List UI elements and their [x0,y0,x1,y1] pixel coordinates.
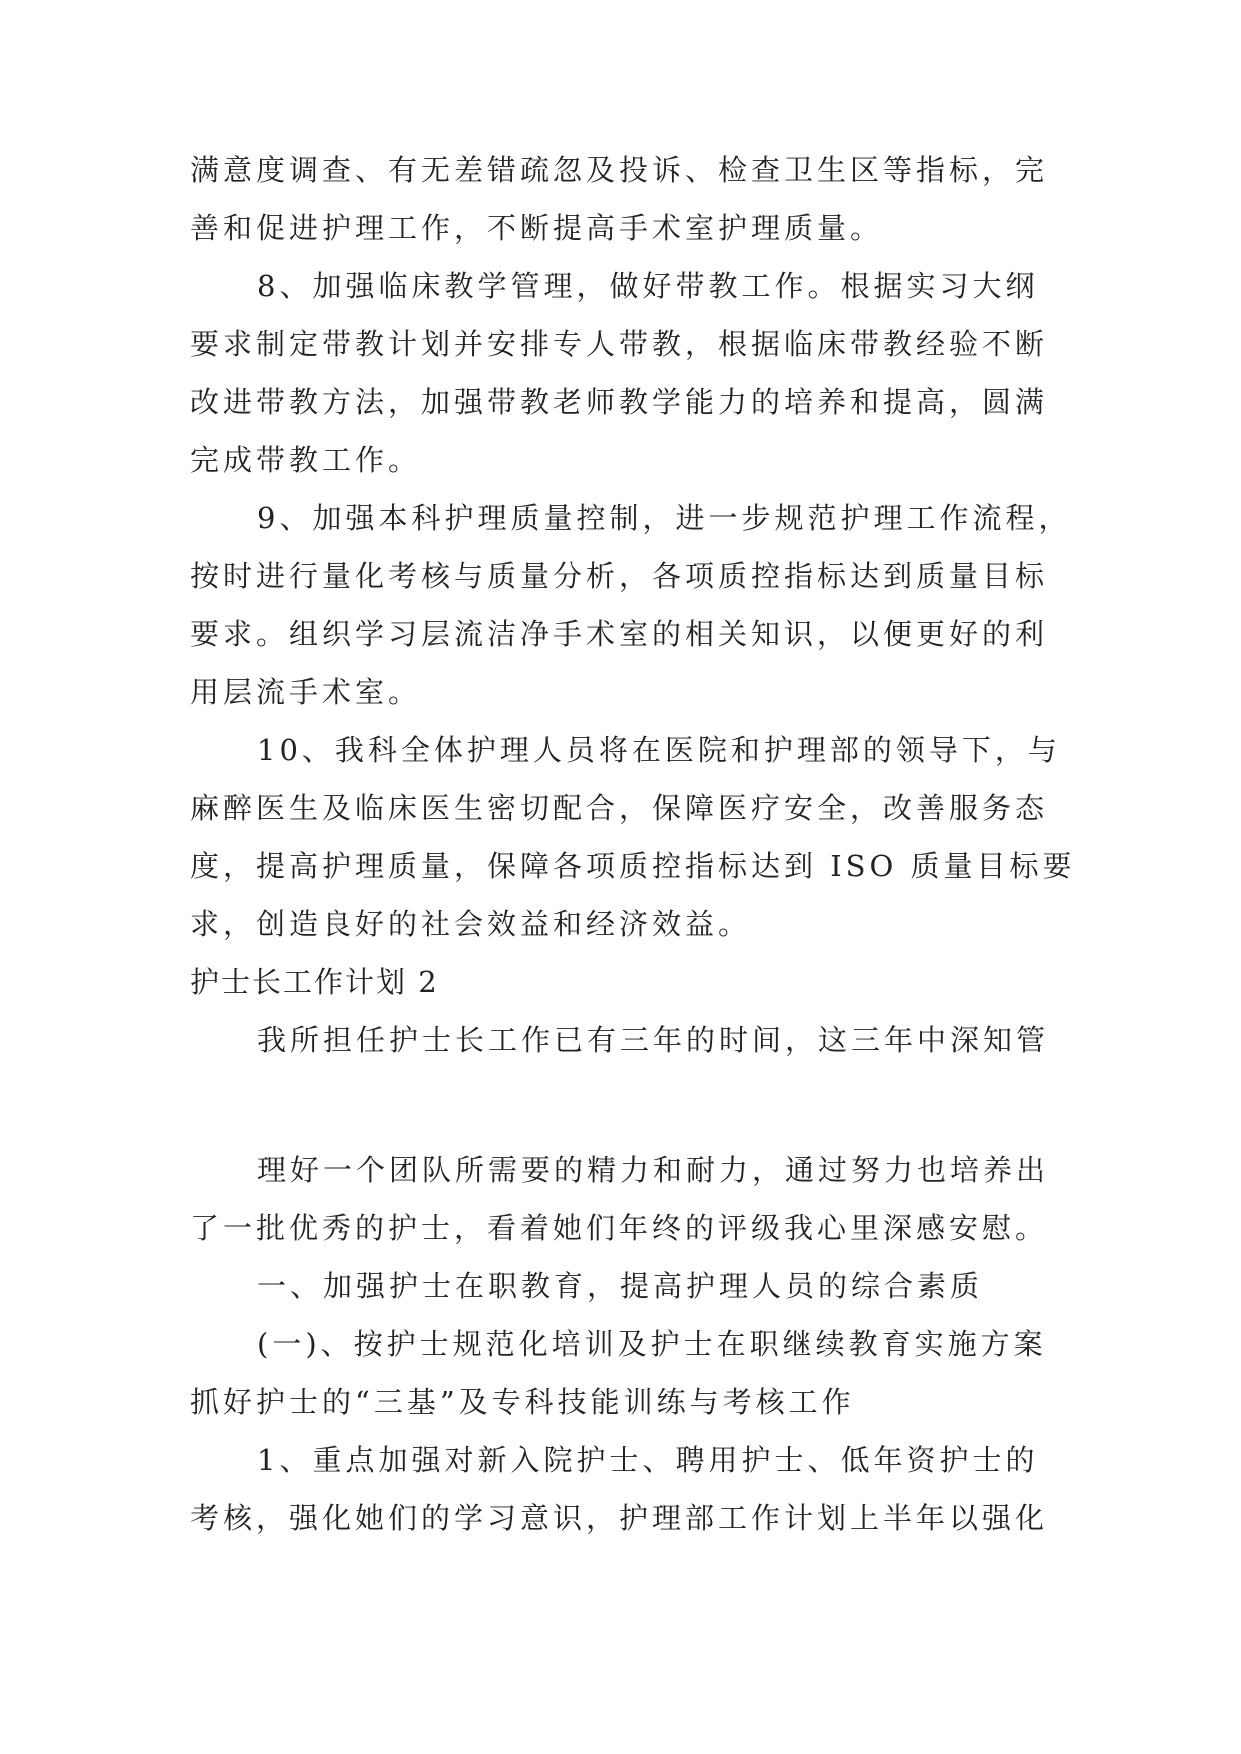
paragraph-start-line: 理好一个团队所需要的精力和耐力，通过努力也培养出 [257,1153,1050,1187]
text-line: 了一批优秀的护士，看着她们年终的评级我心里深感安慰。 [190,1211,1049,1245]
text-line: 度，提高护理质量，保障各项质控指标达到 ISO 质量目标要 [190,849,1076,883]
paragraph-start-line: 9、加强本科护理质量控制，进一步规范护理工作流程， [257,501,1072,535]
subheading-line: 一、加强护士在职教育，提高护理人员的综合素质 [257,1269,984,1303]
text-line: 用层流手术室。 [190,675,422,709]
text-line: 抓好护士的“三基”及专科技能训练与考核工作 [190,1385,855,1419]
text-line: 求，创造良好的社会效益和经济效益。 [190,907,752,941]
text-line: 按时进行量化考核与质量分析，各项质控指标达到质量目标 [190,559,1049,593]
paragraph-start-line: 我所担任护士长工作已有三年的时间，这三年中深知管 [257,1023,1050,1057]
text-line: 麻醉医生及临床医生密切配合，保障医疗安全，改善服务态 [190,791,1049,825]
text-line: 考核，强化她们的学习意识，护理部工作计划上半年以强化 [190,1501,1049,1535]
text-line: 改进带教方法，加强带教老师教学能力的培养和提高，圆满 [190,385,1049,419]
paragraph-start-line: 8、加强临床教学管理，做好带教工作。根据实习大纲 [257,269,1039,303]
paragraph-start-line: 1、重点加强对新入院护士、聘用护士、低年资护士的 [257,1443,1039,1477]
paragraph-start-line: (一)、按护士规范化培训及护士在职继续教育实施方案 [257,1327,1047,1361]
text-line: 要求制定带教计划并安排专人带教，根据临床带教经验不断 [190,327,1049,361]
text-line: 满意度调查、有无差错疏忽及投诉、检查卫生区等指标，完 [190,153,1049,187]
paragraph-start-line: 10、我科全体护理人员将在医院和护理部的领导下，与 [257,733,1061,767]
text-line: 完成带教工作。 [190,443,422,477]
section-heading: 护士长工作计划 2 [190,965,439,999]
text-line: 善和促进护理工作，不断提高手术室护理质量。 [190,211,884,245]
text-line: 要求。组织学习层流洁净手术室的相关知识，以便更好的利 [190,617,1049,651]
